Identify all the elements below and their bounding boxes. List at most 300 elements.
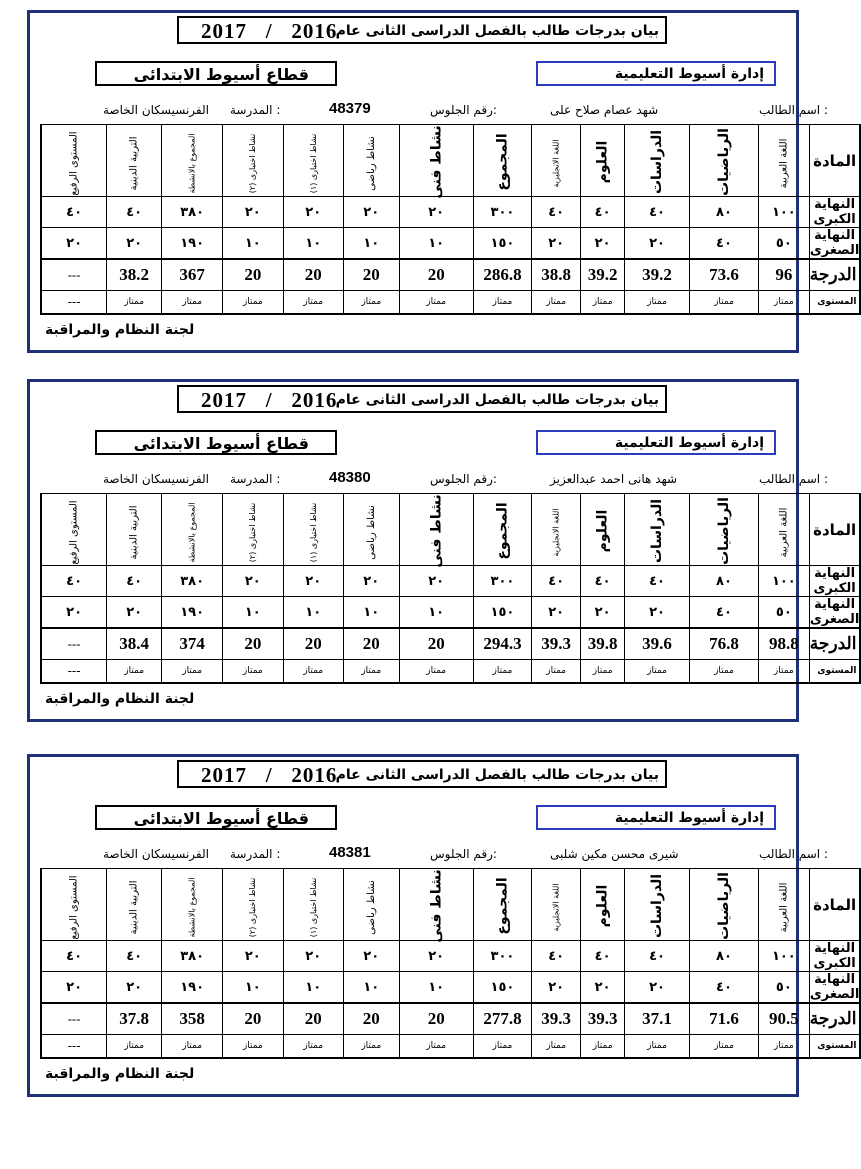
table-cell: ٢٠ bbox=[581, 597, 625, 629]
column-header bbox=[107, 125, 162, 197]
column-header bbox=[758, 869, 809, 941]
column-header bbox=[41, 125, 107, 197]
column-header-label: الدراسات bbox=[649, 498, 666, 564]
column-header bbox=[581, 125, 625, 197]
grade-cell: 367 bbox=[162, 259, 223, 290]
level-cell: ممتاز bbox=[581, 659, 625, 683]
table-cell: ٢٠ bbox=[283, 941, 343, 972]
table-cell: ١٠ bbox=[343, 228, 399, 260]
column-header-label: نشاط اختيارى (٢) bbox=[248, 133, 258, 194]
level-label: المستوى bbox=[809, 1034, 860, 1058]
column-header-label: الدراسات bbox=[649, 129, 666, 195]
table-cell: ١٠ bbox=[399, 228, 473, 260]
school-name: الفرنسيسكان الخاصة bbox=[103, 472, 209, 486]
column-header bbox=[107, 869, 162, 941]
table-cell: ٣٨٠ bbox=[162, 566, 223, 597]
level-cell: ممتاز bbox=[473, 659, 531, 683]
column-header-label: الرياضيات bbox=[715, 872, 732, 940]
table-cell: ٥٠ bbox=[758, 972, 809, 1004]
subject-label: المادة bbox=[813, 896, 857, 914]
table-cell: ٢٠ bbox=[343, 197, 399, 228]
grade-cell: 39.6 bbox=[624, 628, 689, 659]
column-header-label: المجموع بالانشطة bbox=[187, 133, 197, 194]
level-cell: ممتاز bbox=[162, 1034, 223, 1058]
column-header-label: نشاط اختيارى (١) bbox=[308, 877, 318, 938]
level-cell: ممتاز bbox=[399, 290, 473, 314]
table-cell: ٤٠ bbox=[690, 597, 759, 629]
grade-cell: 98.8 bbox=[758, 628, 809, 659]
column-header-label: المجموع bbox=[494, 133, 511, 191]
student-name: شيرى محسن مكين شلبى bbox=[550, 847, 679, 861]
column-header-label: اللغة الانجليزية bbox=[551, 883, 561, 932]
column-header bbox=[624, 869, 689, 941]
table-header-row bbox=[41, 869, 860, 941]
table-header-row bbox=[41, 125, 860, 197]
max-values-row bbox=[41, 941, 860, 972]
column-header-label: المستوى الرفيع bbox=[68, 500, 80, 565]
table-cell: ٣٠٠ bbox=[473, 197, 531, 228]
table-cell: ٣٠٠ bbox=[473, 941, 531, 972]
report-title: بيان بدرجات طالب بالفصل الدراسى الثانى عام bbox=[335, 392, 659, 408]
table-cell: ١٠ bbox=[399, 972, 473, 1004]
table-cell: ٨٠ bbox=[690, 197, 759, 228]
max-values-row bbox=[41, 197, 860, 228]
report-title: بيان بدرجات طالب بالفصل الدراسى الثانى عام bbox=[335, 767, 659, 783]
table-cell: ١٠ bbox=[223, 972, 283, 1004]
column-header-label: نشاط اختيارى (١) bbox=[308, 502, 318, 563]
grade-cell: 71.6 bbox=[690, 1003, 759, 1034]
column-header bbox=[41, 869, 107, 941]
grade-cell: 39.3 bbox=[532, 628, 581, 659]
grade-cell: --- bbox=[41, 1003, 107, 1034]
student-label: اسم الطالب : bbox=[759, 847, 828, 861]
column-header-label: اللغة الانجليزية bbox=[551, 139, 561, 188]
sector-box bbox=[95, 805, 337, 830]
report-title-box bbox=[177, 760, 667, 788]
committee-label: لجنة النظام والمراقبة bbox=[45, 322, 195, 338]
student-report-card bbox=[27, 10, 860, 353]
grade-cell: 20 bbox=[343, 628, 399, 659]
table-cell: ٢٠ bbox=[532, 597, 581, 629]
column-header-label: التربية الدينية bbox=[128, 505, 140, 560]
column-header bbox=[283, 869, 343, 941]
level-cell: ممتاز bbox=[690, 1034, 759, 1058]
grade-cell: 374 bbox=[162, 628, 223, 659]
grade-cell: 20 bbox=[283, 628, 343, 659]
column-header-label: العلوم bbox=[594, 884, 611, 928]
table-cell: ١٠ bbox=[283, 228, 343, 260]
grade-cell: 38.4 bbox=[107, 628, 162, 659]
sector-name: قطاع أسيوط الابتدائى bbox=[133, 65, 309, 84]
grade-cell: 76.8 bbox=[690, 628, 759, 659]
report-title: بيان بدرجات طالب بالفصل الدراسى الثانى عام bbox=[335, 23, 659, 39]
column-header bbox=[162, 494, 223, 566]
level-cell: ممتاز bbox=[283, 1034, 343, 1058]
student-report-card bbox=[27, 379, 860, 722]
grade-cell: 39.3 bbox=[532, 1003, 581, 1034]
grade-row bbox=[41, 628, 860, 659]
table-cell: ٢٠ bbox=[624, 597, 689, 629]
table-cell: ٤٠ bbox=[532, 197, 581, 228]
column-header bbox=[162, 869, 223, 941]
grade-cell: 38.2 bbox=[107, 259, 162, 290]
grade-cell: 20 bbox=[223, 1003, 283, 1034]
table-cell: ٤٠ bbox=[624, 566, 689, 597]
column-header-label: نشاط اختيارى (٢) bbox=[248, 502, 258, 563]
table-cell: ١٩٠ bbox=[162, 597, 223, 629]
column-header bbox=[624, 494, 689, 566]
level-cell: ممتاز bbox=[343, 1034, 399, 1058]
table-cell: ٤٠ bbox=[41, 941, 107, 972]
level-cell: ممتاز bbox=[624, 1034, 689, 1058]
table-cell: ٤٠ bbox=[581, 941, 625, 972]
grade-cell: 37.1 bbox=[624, 1003, 689, 1034]
table-cell: ٤٠ bbox=[532, 941, 581, 972]
grade-cell: 294.3 bbox=[473, 628, 531, 659]
level-cell: --- bbox=[41, 659, 107, 683]
column-header bbox=[343, 494, 399, 566]
level-cell: ممتاز bbox=[581, 1034, 625, 1058]
grade-row bbox=[41, 259, 860, 290]
level-cell: ممتاز bbox=[532, 659, 581, 683]
column-header-label: نشاط فنى bbox=[428, 125, 445, 199]
column-header-label: نشاط رياضى bbox=[365, 136, 377, 191]
column-header bbox=[758, 494, 809, 566]
column-header-label: الدراسات bbox=[649, 873, 666, 939]
min-label: النهاية الصغرى bbox=[809, 228, 860, 258]
seat-number: 48380 bbox=[329, 469, 371, 486]
table-cell: ٢٠ bbox=[283, 197, 343, 228]
grade-cell: 286.8 bbox=[473, 259, 531, 290]
level-cell: ممتاز bbox=[690, 290, 759, 314]
max-label: النهاية الكبرى bbox=[809, 941, 860, 972]
column-header bbox=[162, 125, 223, 197]
table-cell: ٤٠ bbox=[107, 566, 162, 597]
table-cell: ٢٠ bbox=[532, 228, 581, 260]
table-cell: ٢٠ bbox=[41, 228, 107, 260]
table-cell: ٤٠ bbox=[624, 197, 689, 228]
table-cell: ٢٠ bbox=[41, 597, 107, 629]
table-cell: ١٠ bbox=[399, 597, 473, 629]
table-cell: ١٠٠ bbox=[758, 566, 809, 597]
column-header bbox=[532, 869, 581, 941]
table-cell: ٤٠ bbox=[690, 972, 759, 1004]
table-cell: ٤٠ bbox=[41, 566, 107, 597]
table-cell: ١٥٠ bbox=[473, 597, 531, 629]
grade-cell: 20 bbox=[283, 1003, 343, 1034]
column-header-label: المجموع bbox=[494, 877, 511, 935]
table-cell: ١٠ bbox=[343, 597, 399, 629]
level-cell: ممتاز bbox=[343, 659, 399, 683]
table-cell: ٤٠ bbox=[41, 197, 107, 228]
report-title-box bbox=[177, 16, 667, 44]
table-cell: ١٥٠ bbox=[473, 228, 531, 260]
min-values-row bbox=[41, 597, 860, 629]
school-label: المدرسة : bbox=[230, 103, 281, 117]
subject-label: المادة bbox=[813, 521, 857, 539]
table-cell: ٤٠ bbox=[690, 228, 759, 260]
column-header bbox=[343, 869, 399, 941]
sector-box bbox=[95, 61, 337, 86]
max-label: النهاية الكبرى bbox=[809, 566, 860, 597]
table-cell: ٢٠ bbox=[283, 566, 343, 597]
level-cell: ممتاز bbox=[532, 290, 581, 314]
column-header bbox=[399, 125, 473, 197]
level-cell: ممتاز bbox=[107, 1034, 162, 1058]
sector-name: قطاع أسيوط الابتدائى bbox=[133, 434, 309, 453]
school-name: الفرنسيسكان الخاصة bbox=[103, 103, 209, 117]
table-cell: ٤٠ bbox=[624, 941, 689, 972]
academic-years: 2017 / 2016 bbox=[201, 19, 338, 43]
level-cell: ممتاز bbox=[283, 290, 343, 314]
level-cell: ممتاز bbox=[223, 659, 283, 683]
column-header bbox=[532, 494, 581, 566]
department-box bbox=[536, 430, 776, 455]
table-cell: ٤٠ bbox=[581, 197, 625, 228]
department-name: إدارة أسيوط التعليمية bbox=[614, 810, 764, 826]
sector-name: قطاع أسيوط الابتدائى bbox=[133, 809, 309, 828]
column-header-label: المستوى الرفيع bbox=[68, 875, 80, 940]
column-header bbox=[473, 869, 531, 941]
level-row bbox=[41, 290, 860, 314]
student-name: شهد هانى احمد عبدالعزيز bbox=[550, 472, 678, 486]
level-cell: --- bbox=[41, 1034, 107, 1058]
level-cell: ممتاز bbox=[758, 290, 809, 314]
column-header-label: اللغة الانجليزية bbox=[551, 508, 561, 557]
min-values-row bbox=[41, 228, 860, 260]
level-cell: ممتاز bbox=[532, 1034, 581, 1058]
table-cell: ١٠ bbox=[223, 228, 283, 260]
column-header bbox=[283, 494, 343, 566]
grade-cell: --- bbox=[41, 259, 107, 290]
max-values-row bbox=[41, 566, 860, 597]
grade-cell: 20 bbox=[399, 259, 473, 290]
column-header-label: المجموع bbox=[494, 502, 511, 560]
table-cell: ٢٠ bbox=[624, 228, 689, 260]
grade-cell: 20 bbox=[399, 1003, 473, 1034]
level-cell: ممتاز bbox=[283, 659, 343, 683]
column-header bbox=[399, 494, 473, 566]
min-values-row bbox=[41, 972, 860, 1004]
table-cell: ١٠ bbox=[283, 972, 343, 1004]
level-row bbox=[41, 659, 860, 683]
max-label: النهاية الكبرى bbox=[809, 197, 860, 228]
table-cell: ٢٠ bbox=[223, 941, 283, 972]
level-cell: ممتاز bbox=[223, 1034, 283, 1058]
column-header-label: التربية الدينية bbox=[128, 880, 140, 935]
grade-cell: 20 bbox=[223, 628, 283, 659]
table-cell: ٢٠ bbox=[107, 228, 162, 260]
committee-label: لجنة النظام والمراقبة bbox=[45, 1066, 195, 1082]
grade-cell: 39.8 bbox=[581, 628, 625, 659]
school-label: المدرسة : bbox=[230, 847, 281, 861]
table-header-row bbox=[41, 494, 860, 566]
level-cell: ممتاز bbox=[343, 290, 399, 314]
table-cell: ٤٠ bbox=[107, 197, 162, 228]
grades-table bbox=[40, 124, 861, 315]
column-header-label: العلوم bbox=[594, 509, 611, 553]
sector-box bbox=[95, 430, 337, 455]
student-label: اسم الطالب : bbox=[759, 472, 828, 486]
column-header-label: العلوم bbox=[594, 140, 611, 184]
column-header bbox=[473, 494, 531, 566]
column-header-label: نشاط فنى bbox=[428, 494, 445, 568]
department-name: إدارة أسيوط التعليمية bbox=[614, 435, 764, 451]
column-header bbox=[223, 494, 283, 566]
grade-row bbox=[41, 1003, 860, 1034]
level-cell: ممتاز bbox=[399, 659, 473, 683]
level-label: المستوى bbox=[809, 290, 860, 314]
school-name: الفرنسيسكان الخاصة bbox=[103, 847, 209, 861]
grades-table bbox=[40, 493, 861, 684]
table-cell: ٢٠ bbox=[223, 197, 283, 228]
table-cell: ٣٨٠ bbox=[162, 197, 223, 228]
level-label: المستوى bbox=[809, 659, 860, 683]
department-box bbox=[536, 805, 776, 830]
grade-cell: --- bbox=[41, 628, 107, 659]
column-header-label: التربية الدينية bbox=[128, 136, 140, 191]
grades-table bbox=[40, 868, 861, 1059]
grade-cell: 73.6 bbox=[690, 259, 759, 290]
grade-label: الدرجة bbox=[809, 259, 860, 290]
table-cell: ١٠٠ bbox=[758, 197, 809, 228]
subject-row-label bbox=[809, 125, 860, 197]
column-header-label: نشاط اختيارى (٢) bbox=[248, 877, 258, 938]
table-cell: ٢٠ bbox=[581, 228, 625, 260]
table-cell: ٢٠ bbox=[399, 197, 473, 228]
column-header-label: نشاط رياضى bbox=[365, 880, 377, 935]
seat-label: رقم الجلوس: bbox=[430, 472, 497, 486]
table-cell: ١٩٠ bbox=[162, 972, 223, 1004]
table-cell: ٣٨٠ bbox=[162, 941, 223, 972]
grade-cell: 20 bbox=[399, 628, 473, 659]
grade-label: الدرجة bbox=[809, 628, 860, 659]
table-cell: ٢٠ bbox=[581, 972, 625, 1004]
grade-cell: 90.5 bbox=[758, 1003, 809, 1034]
table-cell: ٢٠ bbox=[107, 597, 162, 629]
table-cell: ١٥٠ bbox=[473, 972, 531, 1004]
table-cell: ٢٠ bbox=[399, 941, 473, 972]
grade-cell: 37.8 bbox=[107, 1003, 162, 1034]
column-header bbox=[581, 494, 625, 566]
column-header-label: اللغة العربية bbox=[778, 882, 790, 933]
department-box bbox=[536, 61, 776, 86]
academic-years: 2017 / 2016 bbox=[201, 388, 338, 412]
column-header bbox=[690, 125, 759, 197]
grade-cell: 20 bbox=[343, 259, 399, 290]
academic-years: 2017 / 2016 bbox=[201, 763, 338, 787]
grade-cell: 20 bbox=[283, 259, 343, 290]
level-cell: ممتاز bbox=[758, 1034, 809, 1058]
grade-cell: 39.2 bbox=[581, 259, 625, 290]
department-name: إدارة أسيوط التعليمية bbox=[614, 66, 764, 82]
table-cell: ٤٠ bbox=[107, 941, 162, 972]
table-cell: ٢٠ bbox=[624, 972, 689, 1004]
column-header-label: نشاط رياضى bbox=[365, 505, 377, 560]
report-title-box bbox=[177, 385, 667, 413]
column-header bbox=[758, 125, 809, 197]
column-header bbox=[223, 869, 283, 941]
level-cell: ممتاز bbox=[162, 659, 223, 683]
table-cell: ١٠٠ bbox=[758, 941, 809, 972]
committee-label: لجنة النظام والمراقبة bbox=[45, 691, 195, 707]
level-row bbox=[41, 1034, 860, 1058]
subject-row-label bbox=[809, 494, 860, 566]
table-cell: ١٠ bbox=[343, 972, 399, 1004]
seat-number: 48379 bbox=[329, 100, 371, 117]
table-cell: ٢٠ bbox=[223, 566, 283, 597]
subject-row-label bbox=[809, 869, 860, 941]
column-header bbox=[690, 494, 759, 566]
column-header-label: الرياضيات bbox=[715, 128, 732, 196]
table-cell: ٥٠ bbox=[758, 228, 809, 260]
column-header bbox=[581, 869, 625, 941]
level-cell: ممتاز bbox=[690, 659, 759, 683]
column-header-label: المجموع بالانشطة bbox=[187, 877, 197, 938]
column-header bbox=[41, 494, 107, 566]
table-cell: ٨٠ bbox=[690, 566, 759, 597]
level-cell: ممتاز bbox=[624, 659, 689, 683]
column-header-label: اللغة العربية bbox=[778, 138, 790, 189]
seat-label: رقم الجلوس: bbox=[430, 103, 497, 117]
table-cell: ٥٠ bbox=[758, 597, 809, 629]
level-cell: --- bbox=[41, 290, 107, 314]
grade-cell: 38.8 bbox=[532, 259, 581, 290]
column-header-label: نشاط اختيارى (١) bbox=[308, 133, 318, 194]
school-label: المدرسة : bbox=[230, 472, 281, 486]
table-cell: ١٠ bbox=[223, 597, 283, 629]
grade-cell: 96 bbox=[758, 259, 809, 290]
level-cell: ممتاز bbox=[107, 290, 162, 314]
table-cell: ٢٠ bbox=[41, 972, 107, 1004]
table-cell: ٢٠ bbox=[399, 566, 473, 597]
column-header bbox=[283, 125, 343, 197]
student-label: اسم الطالب : bbox=[759, 103, 828, 117]
column-header-label: اللغة العربية bbox=[778, 507, 790, 558]
column-header-label: الرياضيات bbox=[715, 497, 732, 565]
level-cell: ممتاز bbox=[399, 1034, 473, 1058]
table-cell: ٣٠٠ bbox=[473, 566, 531, 597]
grade-cell: 20 bbox=[223, 259, 283, 290]
min-label: النهاية الصغرى bbox=[809, 597, 860, 627]
column-header bbox=[690, 869, 759, 941]
grade-cell: 20 bbox=[343, 1003, 399, 1034]
column-header-label: المستوى الرفيع bbox=[68, 131, 80, 196]
column-header-label: نشاط فنى bbox=[428, 869, 445, 943]
column-header bbox=[624, 125, 689, 197]
column-header-label: المجموع بالانشطة bbox=[187, 502, 197, 563]
column-header bbox=[223, 125, 283, 197]
level-cell: ممتاز bbox=[581, 290, 625, 314]
seat-number: 48381 bbox=[329, 844, 371, 861]
seat-label: رقم الجلوس: bbox=[430, 847, 497, 861]
grade-cell: 39.3 bbox=[581, 1003, 625, 1034]
student-name: شهد عصام صلاح على bbox=[550, 103, 659, 117]
column-header bbox=[343, 125, 399, 197]
grade-label: الدرجة bbox=[809, 1003, 860, 1034]
column-header bbox=[473, 125, 531, 197]
table-cell: ٢٠ bbox=[107, 972, 162, 1004]
column-header bbox=[532, 125, 581, 197]
column-header bbox=[107, 494, 162, 566]
level-cell: ممتاز bbox=[473, 290, 531, 314]
table-cell: ٨٠ bbox=[690, 941, 759, 972]
grade-cell: 277.8 bbox=[473, 1003, 531, 1034]
level-cell: ممتاز bbox=[223, 290, 283, 314]
table-cell: ١٩٠ bbox=[162, 228, 223, 260]
level-cell: ممتاز bbox=[107, 659, 162, 683]
level-cell: ممتاز bbox=[624, 290, 689, 314]
